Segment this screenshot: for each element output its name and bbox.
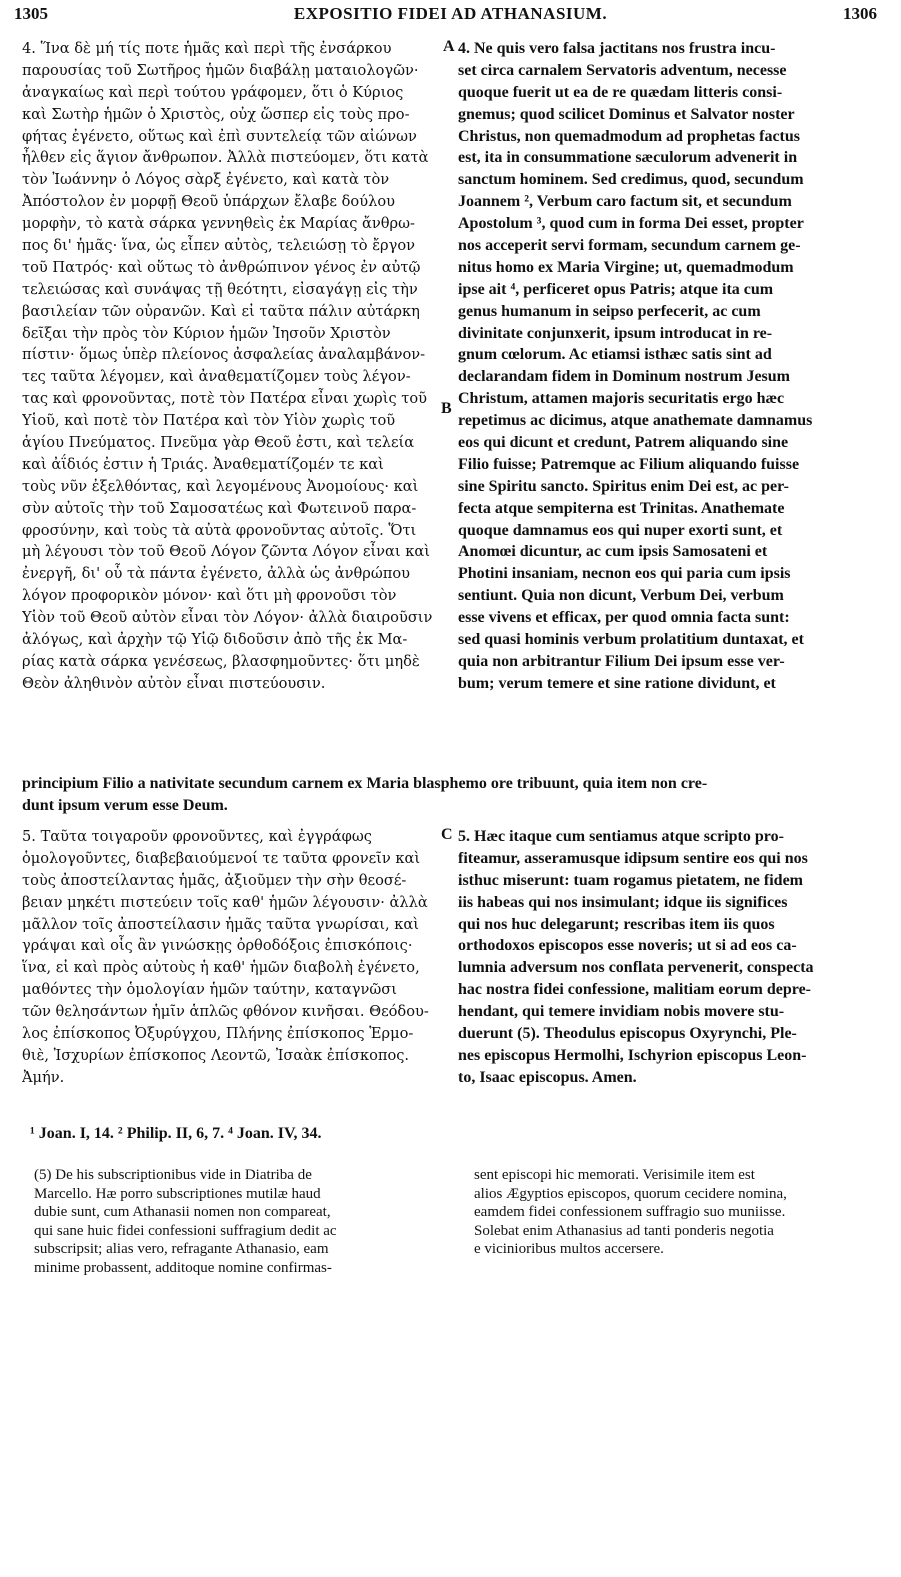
- latin-text-line: Joannem ², Verbum caro factum sit, et secundum: [458, 193, 792, 211]
- latin-text-line: est, ita in consummatione sæculorum advenerit in: [458, 149, 798, 167]
- latin-text-line: fiteamur, asseramusque idipsum sentire eos qui nos: [458, 849, 808, 867]
- greek-text-line: Θεὸν ἀληθινὸν αὐτὸν εἶναι πιστεύουσιν.: [22, 674, 326, 692]
- greek-text-line: τες ταῦτα λέγομεν, καὶ ἀναθεματίζομεν τοὺς λέγον-: [22, 368, 411, 386]
- latin-text-line: declarandam fidem in Dominum nostrum Jesum: [458, 368, 791, 386]
- greek-text-line: καὶ ἀΐδιός ἐστιν ἡ Τριάς. Ἀναθεματίζομέν τε καὶ: [22, 455, 384, 473]
- latin-text-line: 5. Hæc itaque cum sentiamus atque scripto pro-: [458, 828, 784, 845]
- footnote-references: ¹ Joan. I, 14. ² Philip. II, 6, 7. ⁴ Joan. IV, 34.: [30, 1125, 322, 1142]
- latin-text-line: quia non arbitrantur Filium Dei ipsum esse ver-: [458, 652, 785, 670]
- greek-text-line: γράψαι καὶ οἷς ἂν γινώσκῃς ὀρθοδόξοις ἐπισκόποις·: [22, 937, 413, 955]
- latin-column-section-5: [458, 826, 876, 1089]
- greek-text-line: ἀλόγως, καὶ ἀρχὴν τῷ Υἱῷ διδοῦσιν ἀπὸ τῆς ἐκ Μα-: [22, 631, 408, 649]
- latin-text-line: to, Isaac episcopus. Amen.: [458, 1068, 637, 1086]
- latin-text-line: isthuc miserunt: tuam rogamus pietatem, ne fidem: [458, 871, 804, 889]
- latin-text-line: sanctum hominem. Sed credimus, quod, secundum: [458, 171, 804, 189]
- greek-text-line: πίστιν· ὅμως ὑπὲρ πλείονος ἀσφαλείας ἀναλαμβάνον-: [22, 346, 426, 364]
- latin-text-line: sine Spiritu sancto. Spiritus enim Dei est, ac per-: [458, 477, 789, 495]
- greek-text-line: σὺν αὐτοῖς τὴν τοῦ Σαμοσατέως καὶ Φωτεινοῦ παρα-: [22, 499, 417, 517]
- note-text-line: e vicinioribus multos accersere.: [474, 1241, 664, 1257]
- greek-text-line: θιὲ, Ἰσχυρίων ἐπίσκοπος Λεοντῶ, Ἰσαὰκ ἐπίσκοπος.: [22, 1046, 410, 1064]
- latin-text-line: hendant, qui temere invidiam nobis movere stu-: [458, 1003, 785, 1021]
- latin-text-line: divinitate conjunxerit, ipsum introducat in re-: [458, 324, 773, 342]
- latin-text-line: lumnia adversum nos conflata pervenerit, conspecta: [458, 959, 814, 977]
- greek-text-line: βασιλείαν τῶν οὐρανῶν. Καὶ εἰ ταῦτα πάλιν αὐτάρκη: [22, 302, 420, 320]
- note-text-line: sent episcopi hic memorati. Verisimile item est: [474, 1167, 755, 1183]
- latin-text-line: gnemus; quod scilicet Dominus et Salvator noster: [458, 105, 795, 123]
- latin-text-line: repetimus ac dicimus, atque anathemate damnamus: [458, 412, 813, 430]
- greek-text-line: ἵνα, εἰ καὶ πρὸς αὐτοὺς ἡ καθ' ἡμῶν διαβολὴ ἐγένετο,: [22, 959, 420, 977]
- greek-text-line: ἁγίου Πνεύματος. Πνεῦμα γὰρ Θεοῦ ἐστι, καὶ τελεία: [22, 434, 415, 452]
- greek-text-line: τας καὶ φρονοῦντας, ποτὲ τὸν Πατέρα εἶναι χωρὶς τοῦ: [22, 390, 427, 408]
- latin-text-line: sentiunt. Quia non dicunt, Verbum Dei, verbum: [458, 587, 784, 605]
- margin-marker-b: B: [441, 400, 452, 417]
- greek-column-section-4: [22, 38, 442, 695]
- greek-text-line: μὴ λέγουσι τὸν τοῦ Θεοῦ Λόγον ζῶντα Λόγον εἶναι καὶ: [22, 543, 430, 561]
- latin-text-line: hac nostra fidei confessione, malitiam eorum depre-: [458, 981, 811, 999]
- greek-text-line: τὸν Ἰωάννην ὁ Λόγος σὰρξ ἐγένετο, καὶ κατὰ τὸν: [22, 171, 390, 189]
- latin-text-line: nes episcopus Hermolhi, Ischyrion episcopus Leon-: [458, 1046, 807, 1064]
- latin-text-line: 4. Ne quis vero falsa jactitans nos frustra incu-: [458, 40, 776, 57]
- greek-text-line: ἐνεργῆ, δι' οὗ τὰ πάντα ἐγένετο, ἀλλὰ ὡς ἀνθρώπου: [22, 565, 410, 583]
- right-page-number: 1306: [843, 4, 877, 23]
- greek-text-line: λος ἐπίσκοπος Ὀξυρύγχου, Πλήνης ἐπίσκοπος Ἑρμο-: [22, 1025, 414, 1043]
- greek-text-line: 4. Ἵνα δὲ μή τίς ποτε ἡμᾶς καὶ περὶ τῆς ἐνσάρκου: [22, 40, 392, 57]
- greek-text-line: παρουσίας τοῦ Σωτῆρος ἡμῶν διαβάλῃ ματαιολογῶν·: [22, 61, 419, 79]
- note-text-line: Marcello. Hæ porro subscriptiones mutilæ haud: [34, 1185, 321, 1202]
- latin-text-line: orthodoxos episcopos esse noveris; ut si ad eos ca-: [458, 937, 797, 955]
- latin-text-line: Photini insaniam, necnon eos qui paria cum ipsis: [458, 565, 791, 583]
- latin-text-line: genus humanum in seipso perfecerit, ac cum: [458, 302, 761, 320]
- margin-marker-c: C: [441, 826, 453, 843]
- full-width-line-2: dunt ipsum verum esse Deum.: [22, 797, 228, 814]
- greek-text-line: βειαν μηκέτι πιστεύειν τοῖς καθ' ἡμῶν λέγουσιν· ἀλλὰ: [22, 893, 428, 911]
- latin-text-line: Anomœi dicuntur, ac cum ipsis Samosateni et: [458, 543, 768, 561]
- greek-text-line: δεῖξαι τὴν πρὸς τὸν Κύριον ἡμῶν Ἰησοῦν Χριστὸν: [22, 324, 391, 342]
- note-text-line: dubie sunt, cum Athanasii nomen non compareat,: [34, 1204, 331, 1220]
- greek-text-line: μορφὴν, τὸ κατὰ σάρκα γεννηθεὶς ἐκ Μαρίας ἄνθρω-: [22, 215, 415, 233]
- latin-text-line: Christum, attamen majoris securitatis ergo hæc: [458, 390, 785, 408]
- latin-text-line: qui nos huc delegarunt; rescribas item iis quos: [458, 915, 775, 933]
- latin-column-section-4: [458, 38, 876, 695]
- latin-text-line: ipse ait ⁴, perficeret opus Patris; atque ita cum: [458, 280, 774, 298]
- latin-text-line: iis habeas qui nos insimulant; idque iis significes: [458, 893, 788, 911]
- greek-text-line: λόγον προφορικὸν μόνον· καὶ ὅτι μὴ φρονοῦσι τὸν: [22, 587, 397, 605]
- latin-text-line: quoque fuerit ut ea de re quædam litteris consi-: [458, 83, 783, 101]
- note-text-line: minime probassent, additoque nomine confirmas-: [34, 1259, 332, 1276]
- greek-text-line: τοὺς νῦν ἐξελθόντας, καὶ λεγομένους Ἀνομοίους· καὶ: [22, 477, 419, 495]
- greek-text-line: φήτας ἐγένετο, οὕτως καὶ ἐπὶ συντελείᾳ τῶν αἰώνων: [22, 127, 417, 145]
- greek-text-line: ὁμολογοῦντες, διαβεβαιούμενοί τε ταῦτα φρονεῖν καὶ: [22, 849, 421, 867]
- margin-marker-a: A: [443, 38, 455, 55]
- note-text-line: eamdem fidei confessionem suffragio suo muniisse.: [474, 1204, 786, 1220]
- greek-text-line: ρίας κατὰ σάρκα γενέσεως, βλασφημοῦντες· ὅτι μηδὲ: [22, 652, 420, 670]
- greek-column-section-5: [22, 826, 442, 1089]
- latin-text-line: esse vivens et efficax, per quod omnia facta sunt:: [458, 609, 790, 627]
- greek-text-line: Ἀπόστολον ἐν μορφῇ Θεοῦ ὑπάρχων ἔλαβε δούλου: [22, 193, 395, 211]
- latin-text-line: sed quasi hominis verbum prolatitium duntaxat, et: [458, 631, 804, 649]
- latin-text-line: nos acceperit servi formam, secundum carnem ge-: [458, 237, 801, 255]
- greek-text-line: τελειώσας καὶ συνάψας τῇ θεότητι, εἰσαγάγῃ εἰς τὴν: [22, 280, 418, 298]
- note-text-line: (5) De his subscriptionibus vide in Diatriba de: [34, 1167, 312, 1183]
- greek-text-line: τῶν θελησάντων ἡμῖν ἁπλῶς φθόνον κινῆσαι. Θεόδου-: [22, 1003, 429, 1021]
- running-title: EXPOSITIO FIDEI AD ATHANASIUM.: [293, 4, 608, 23]
- note-text-line: alios Ægyptios episcopos, quorum cecidere nomina,: [474, 1185, 787, 1202]
- greek-text-line: Υἱοῦ, καὶ ποτὲ τὸν Πατέρα καὶ τὸν Υἱὸν χωρὶς τοῦ: [22, 412, 396, 430]
- latin-text-line: Filio fuisse; Patremque ac Filium aliquando fuisse: [458, 455, 800, 473]
- greek-text-line: Υἱὸν τοῦ Θεοῦ αὐτὸν εἶναι τὸν Λόγον· ἀλλὰ διαιροῦσιν: [22, 609, 433, 627]
- latin-text-line: eos qui dicunt et credunt, Patrem aliquando sine: [458, 434, 789, 452]
- latin-text-line: duerunt (5). Theodulus episcopus Oxyrynchi, Ple-: [458, 1025, 797, 1043]
- latin-text-line: gnum cœlorum. Ac etiamsi isthæc satis sint ad: [458, 346, 772, 364]
- greek-text-line: μαθόντες τὴν ὁμολογίαν ἡμῶν ταύτην, καταγνῶσι: [22, 981, 397, 999]
- latin-text-line: Christus, non quemadmodum ad prophetas factus: [458, 127, 800, 145]
- full-width-line-1: principium Filio a nativitate secundum carnem ex Maria blasphemo ore tribuunt, quia item non cre-: [22, 775, 708, 792]
- greek-text-line: ἀναγκαίως καὶ περὶ τούτου γράφομεν, ὅτι ὁ Κύριος: [22, 83, 404, 101]
- latin-text-line: set circa carnalem Servatoris adventum, necesse: [458, 61, 787, 79]
- note-text-line: Solebat enim Athanasius ad tanti ponderis negotia: [474, 1222, 774, 1239]
- greek-text-line: φροσύνην, καὶ τοὺς τὰ αὐτὰ φρονοῦντας αὐτοῖς. Ὅτι: [22, 521, 417, 539]
- greek-text-line: καὶ Σωτὴρ ἡμῶν ὁ Χριστὸς, οὐχ ὥσπερ εἰς τοὺς προ-: [22, 105, 410, 123]
- latin-text-line: fecta atque sempiterna est Trinitas. Anathemate: [458, 499, 785, 517]
- greek-text-line: τοὺς ἀποστείλαντας ἡμᾶς, ἀξιοῦμεν τὴν σὴν θεοσέ-: [22, 871, 407, 889]
- latin-text-line: quoque damnamus eos qui nuper exorti sunt, et: [458, 521, 783, 539]
- latin-text-line: Apostolum ³, quod cum in forma Dei esset, propter: [458, 215, 804, 233]
- note-text-line: subscripsit; alias vero, refragante Athanasio, eam: [34, 1241, 329, 1257]
- greek-text-line: πος δι' ἡμᾶς· ἵνα, ὡς εἶπεν αὐτὸς, τελειώσῃ τὸ ἔργον: [22, 237, 416, 255]
- greek-text-line: 5. Ταῦτα τοιγαροῦν φρονοῦντες, καὶ ἐγγράφως: [22, 828, 372, 845]
- notes-left-column: [34, 1166, 444, 1277]
- greek-text-line: τοῦ Πατρός· καὶ οὕτως τὸ ἀνθρώπινον γένος ἐν αὐτῷ: [22, 258, 421, 276]
- greek-text-line: ἦλθεν εἰς ἅγιον ἄνθρωπον. Ἀλλὰ πιστεύομεν, ὅτι κατὰ: [22, 149, 429, 167]
- greek-text-line: μᾶλλον τοῖς ἀποστείλασιν ἡμᾶς ταῦτα γνωρίσαι, καὶ: [22, 915, 419, 933]
- latin-text-line: nitus homo ex Maria Virgine; ut, quemadmodum: [458, 258, 794, 276]
- note-text-line: qui sane huic fidei confessioni suffragium dedit ac: [34, 1222, 337, 1239]
- notes-right-column: [474, 1166, 884, 1259]
- greek-text-line: Ἀμήν.: [22, 1068, 65, 1086]
- left-page-number: 1305: [14, 4, 48, 23]
- latin-text-line: bum; verum temere et sine ratione dividunt, et: [458, 674, 776, 692]
